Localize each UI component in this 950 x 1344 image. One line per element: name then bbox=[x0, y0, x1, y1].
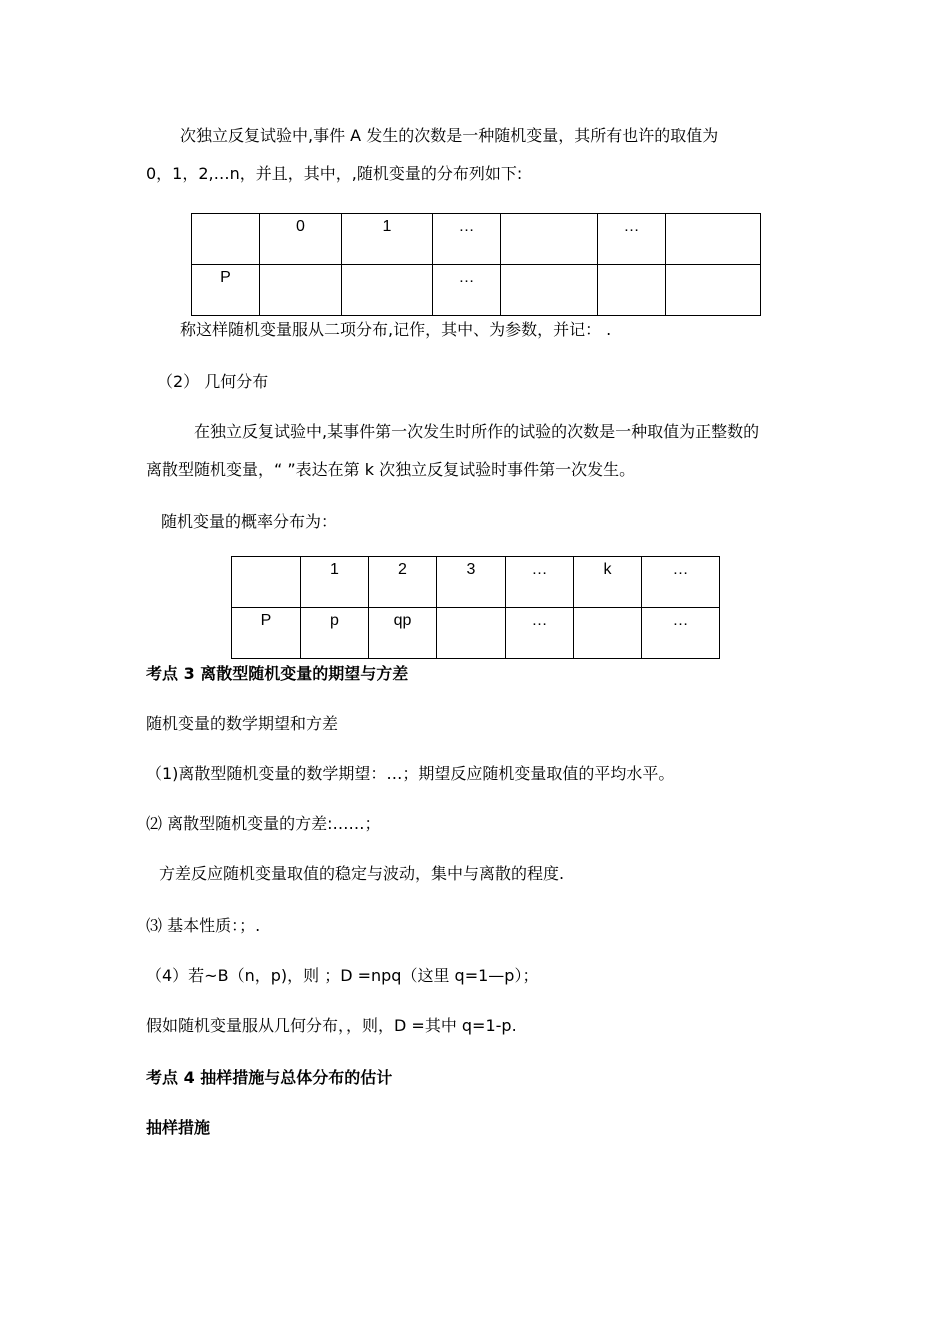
paragraph-line: 在独立反复试验中,某事件第一次发生时所作的试验的次数是一种取值为正整数的 bbox=[194, 422, 760, 441]
paragraph-line: 随机变量的概率分布为： bbox=[161, 512, 338, 531]
table-cell bbox=[260, 265, 342, 316]
table-cell bbox=[501, 214, 598, 265]
table-cell: P bbox=[192, 265, 260, 316]
table-cell: … bbox=[642, 608, 720, 659]
table-row bbox=[192, 214, 761, 265]
section-heading: （2） 几何分布 bbox=[157, 372, 269, 391]
table-cell: … bbox=[642, 557, 720, 608]
table-cell: … bbox=[506, 608, 574, 659]
table-cell bbox=[232, 557, 301, 608]
table-cell bbox=[192, 214, 260, 265]
paragraph-line: 离散型随机变量，“ ”表达在第 k 次独立反复试验时事件第一次发生。 bbox=[146, 460, 636, 479]
table-cell bbox=[501, 265, 598, 316]
table-cell: … bbox=[598, 214, 666, 265]
table-cell: … bbox=[433, 214, 501, 265]
paragraph-line: 0，1，2,…n，并且，其中，,随机变量的分布列如下: bbox=[146, 164, 523, 183]
table-cell: … bbox=[433, 265, 501, 316]
list-item: （1)离散型随机变量的数学期望：…；期望反应随机变量取值的平均水平。 bbox=[146, 764, 675, 783]
table-cell bbox=[666, 214, 761, 265]
list-item: ⑵ 离散型随机变量的方差:……； bbox=[146, 814, 381, 833]
table-cell: 1 bbox=[342, 214, 433, 265]
table-cell: qp bbox=[369, 608, 437, 659]
table-cell: p bbox=[301, 608, 369, 659]
table-cell: 1 bbox=[301, 557, 369, 608]
table-cell bbox=[666, 265, 761, 316]
table-row bbox=[232, 608, 720, 659]
table-cell: 0 bbox=[260, 214, 342, 265]
table-cell: 2 bbox=[369, 557, 437, 608]
table-cell: 3 bbox=[437, 557, 506, 608]
table-cell bbox=[342, 265, 433, 316]
list-item: （4）若~B（n，p)，则 ；D =npq（这里 q=1—p）； bbox=[146, 966, 539, 985]
geometric-distribution-table bbox=[231, 556, 720, 659]
binomial-distribution-table bbox=[191, 213, 761, 316]
table-cell bbox=[574, 608, 642, 659]
table-row bbox=[232, 557, 720, 608]
list-item: ⑶ 基本性质：；. bbox=[146, 916, 261, 935]
paragraph-line: 方差反应随机变量取值的稳定与波动，集中与离散的程度. bbox=[159, 864, 565, 883]
table-cell: … bbox=[506, 557, 574, 608]
section-heading: 考点 3 离散型随机变量的期望与方差 bbox=[146, 664, 409, 683]
paragraph-line: 次独立反复试验中,事件 A 发生的次数是一种随机变量，其所有也许的取值为 bbox=[180, 126, 719, 145]
paragraph-line: 假如随机变量服从几何分布，，则，D =其中 q=1-p. bbox=[146, 1016, 517, 1035]
paragraph-line: 称这样随机变量服从二项分布,记作，其中、为参数，并记： . bbox=[180, 320, 612, 339]
paragraph-line: 随机变量的数学期望和方差 bbox=[146, 714, 339, 733]
table-cell: P bbox=[232, 608, 301, 659]
table-cell: k bbox=[574, 557, 642, 608]
table-row bbox=[192, 265, 761, 316]
section-subheading: 抽样措施 bbox=[146, 1118, 211, 1137]
table-cell bbox=[598, 265, 666, 316]
section-heading: 考点 4 抽样措施与总体分布的估计 bbox=[146, 1068, 393, 1087]
table-cell bbox=[437, 608, 506, 659]
